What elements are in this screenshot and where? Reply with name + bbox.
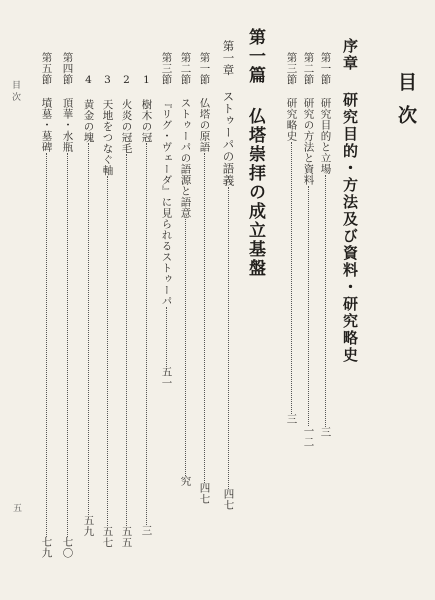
toc-entry	[303, 52, 314, 448]
item-page: 五九	[82, 515, 95, 537]
toc-entry	[199, 52, 210, 505]
dot-leader	[107, 176, 109, 526]
item-label: 2 火炎の冠毛	[120, 74, 133, 154]
entry-page: 四七	[198, 482, 211, 505]
toc-subentry	[102, 74, 113, 548]
chapter-page: 四七	[222, 488, 235, 511]
item-label: 1 樹木の冠	[140, 74, 153, 143]
dot-leader	[46, 153, 48, 537]
item-page: 三	[140, 525, 153, 536]
entry-label: 第四節 頂華・水瓶	[61, 52, 74, 153]
toc-subentry	[83, 74, 94, 537]
prelude-heading: 序章 研究目的・方法及び資料・研究略史	[341, 38, 359, 364]
toc-subentry	[121, 74, 132, 548]
page-number: 五	[11, 503, 21, 512]
dot-leader	[67, 153, 69, 537]
dot-leader	[291, 142, 293, 414]
page-title: 目次	[395, 72, 417, 138]
toc-entry	[41, 52, 52, 559]
dot-leader	[146, 143, 148, 525]
toc-subentry	[141, 74, 152, 536]
entry-label: 第一節 研究目的と立場	[319, 52, 332, 175]
dot-leader	[308, 186, 310, 426]
entry-label: 第三節 研究略史	[285, 52, 298, 142]
item-page: 五七	[101, 526, 114, 548]
dot-leader	[204, 153, 206, 483]
entry-label: 第三節 『リグ・ヴェーダ』に見られるストゥーパ	[160, 52, 173, 307]
chapter-entry	[222, 40, 234, 511]
chapter-label: 第一章 ストゥーパの語義	[221, 40, 236, 187]
dot-leader	[126, 154, 128, 526]
entry-page: 三	[285, 413, 298, 425]
entry-page: 七九	[40, 536, 53, 559]
entry-label: 第一節 仏塔の原語	[198, 52, 211, 153]
dot-leader	[325, 175, 327, 427]
entry-label: 第五節 墳墓・墓碑	[40, 52, 53, 153]
part-heading: 第一篇 仏塔崇拝の成立基盤	[245, 28, 265, 278]
dot-leader	[185, 219, 187, 476]
entry-page: 究	[179, 475, 192, 487]
entry-page: 三	[319, 426, 332, 438]
toc-entry	[320, 52, 331, 438]
dot-leader	[228, 187, 230, 489]
entry-page: 七〇	[61, 536, 74, 559]
item-label: 4 黄金の塊	[82, 74, 95, 143]
toc-entry	[180, 52, 191, 487]
entry-page: 五一	[160, 366, 173, 389]
toc-entry	[161, 52, 172, 389]
item-label: 3 天地をつなぐ軸	[101, 74, 114, 176]
entry-page: 一二	[302, 425, 315, 448]
toc-entry	[286, 52, 297, 425]
running-header: 目次	[10, 80, 20, 104]
entry-label: 第二節 ストゥーパの語源と語意	[179, 52, 192, 219]
dot-leader	[166, 307, 168, 367]
toc-entry	[62, 52, 73, 559]
item-page: 五五	[120, 526, 133, 548]
entry-label: 第二節 研究の方法と資料	[302, 52, 315, 186]
dot-leader	[88, 143, 90, 515]
